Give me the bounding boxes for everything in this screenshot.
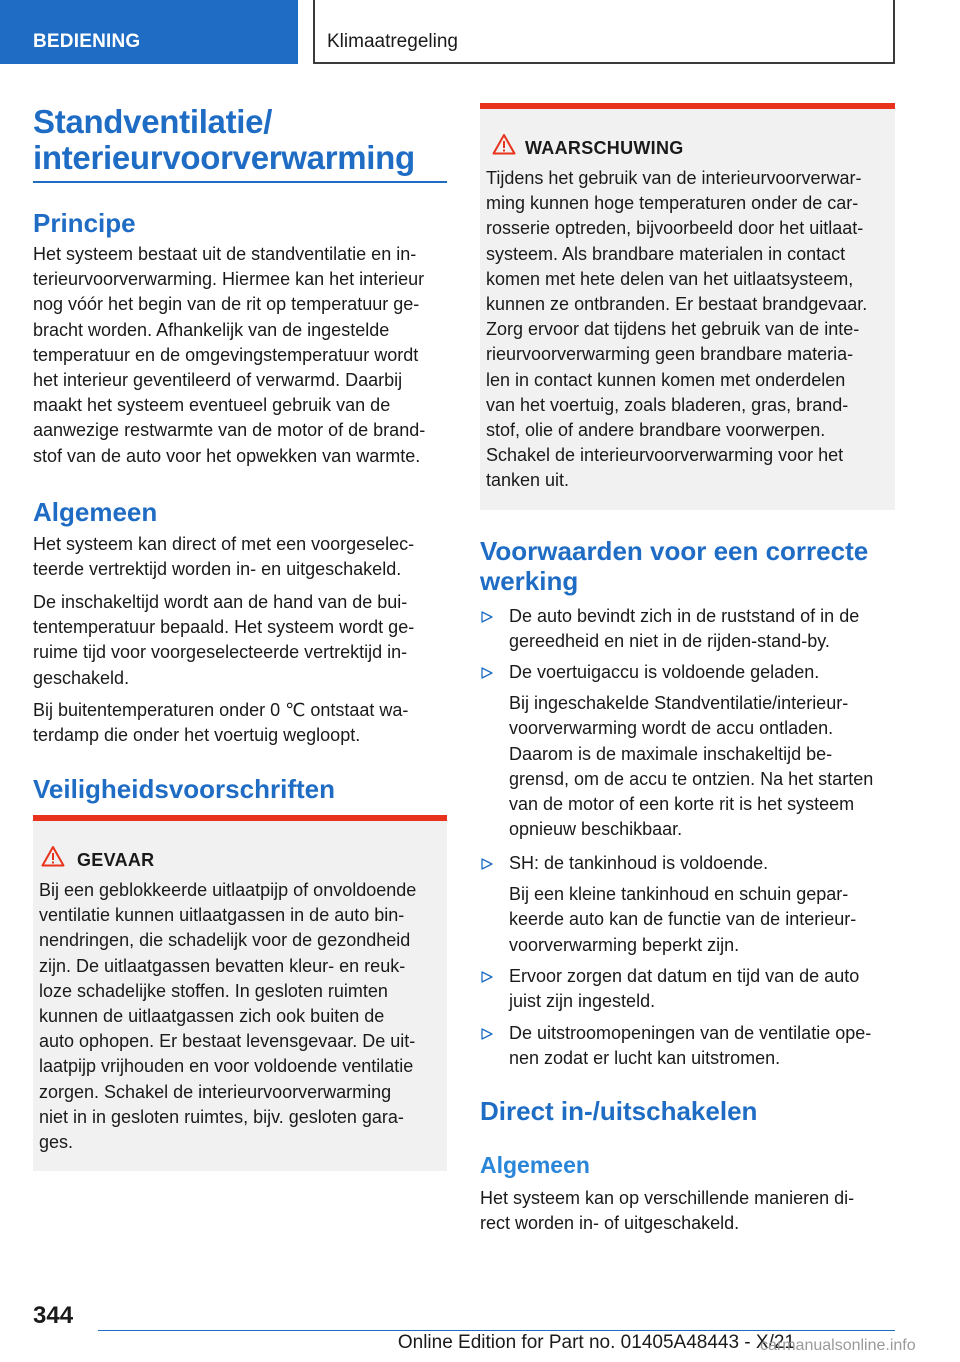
section-tab: BEDIENING [0,0,298,64]
chapter-title: Klimaatregeling [313,0,895,64]
list-item-note-line: van de motor of een korte rit is het systeem [509,794,855,815]
text-line: De inschakeltijd wordt aan de hand van de bui- [33,592,408,612]
text-line: Schakel de interieurvoorverwarming voor het [486,445,844,466]
text-line: kunnen ze ontbranden. Er bestaat brandgevaar. [486,294,868,315]
list-item-line: De auto bevindt zich in de ruststand of in de [509,606,860,626]
text-line: bracht worden. Afhankelijk van de ingestelde [33,319,390,340]
list-item-note-line: voorverwarming wordt de accu ontladen. [509,718,834,739]
text-line: maakt het systeem eventueel gebruik van de [33,395,391,416]
text-line: nog vóór het begin van de rit op temperatuur ge- [33,294,420,315]
list-item-note-line: opnieuw beschikbaar. [509,819,683,840]
warning-title: WAARSCHUWING [525,138,684,158]
principe-text [33,242,453,469]
text-line: geschakeld. [33,667,130,688]
algemeen-text-3 [33,698,453,748]
warning-box [480,103,895,510]
voorwaarden-heading-line: werking [480,566,579,596]
list-bullet-icon [480,610,494,624]
title-divider [33,181,447,183]
text-line: Het systeem kan direct of met een voorgeselec- [33,534,415,554]
text-line: nendringen, die schadelijk voor de gezondheid [39,930,411,951]
veiligheid-heading: Veiligheidsvoorschriften [33,774,335,804]
list-item-line: gereedheid en niet in de rijden-stand-by. [509,631,830,652]
list-item-line: SH: de tankinhoud is voldoende. [509,853,769,873]
text-line: loze schadelijke stoffen. In gesloten ruimten [39,980,388,1001]
direct-text [480,1186,900,1236]
text-line: ventilatie kunnen uitlaatgassen in de auto bin- [39,905,405,926]
text-line: tanken uit. [486,470,570,491]
text-line: komen met hete delen van het uitlaatsysteem, [486,268,854,289]
list-bullet-icon [480,857,494,871]
text-line: Bij buitentemperaturen onder 0 ℃ ontstaat wa- [33,700,409,720]
list-item [509,660,899,842]
list-bullet-icon [480,970,494,984]
list-item-note-line: voorverwarming beperkt zijn. [509,934,740,955]
danger-text [39,878,451,1155]
text-line: temperatuur en de omgevingstemperatuur wordt [33,344,419,365]
principe-heading: Principe [33,208,136,238]
text-line: terieurvoorverwarming. Hiermee kan het interieur [33,269,425,290]
danger-box [33,815,447,1171]
voorwaarden-heading [480,536,900,596]
warning-triangle-icon [492,133,516,155]
list-item-note-line: grensd, om de accu te ontzien. Na het starten [509,768,874,789]
list-item-note-line: Bij een kleine tankinhoud en schuin gepar- [509,884,849,905]
text-line: ming kunnen hoge temperaturen onder de car- [486,193,859,214]
list-item [509,1021,899,1071]
text-line: Zorg ervoor dat tijdens het gebruik van de inte- [486,319,860,340]
danger-title: GEVAAR [77,850,155,870]
direct-subheading: Algemeen [480,1152,590,1178]
list-item-note-line: Daarom is de maximale inschakeltijd be- [509,743,833,764]
text-line: tentemperatuur bepaald. Het systeem wordt ge- [33,617,415,638]
text-line: het interieur geventileerd of verwarmd. Daarbij [33,370,403,391]
text-line: Tijdens het gebruik van de interieurvoorverwar- [486,168,862,188]
text-line: ges. [39,1132,74,1153]
text-line: rieurvoorverwarming geen brandbare materia- [486,344,854,365]
page-title-line: interieurvoorverwarming [33,139,415,176]
warning-text [486,166,898,494]
warning-triangle-icon [41,845,65,867]
text-line: stof van de auto voor het opwekken van warmte. [33,445,421,466]
text-line: systeem. Als brandbare materialen in contact [486,243,846,264]
list-item-line: Ervoor zorgen dat datum en tijd van de auto [509,966,860,986]
text-line: Bij een geblokkeerde uitlaatpijp of onvoldoende [39,880,417,900]
watermark: carmanualsonline.info [760,1337,916,1354]
list-item-line: nen zodat er lucht kan uitstromen. [509,1048,781,1069]
text-line: zorgen. Schakel de interieurvoorverwarming [39,1081,392,1102]
text-line: laatpijp vrijhouden en voor voldoende ventilatie [39,1056,414,1077]
list-item-line: De voertuigaccu is voldoende geladen. [509,662,820,682]
text-line: auto ophopen. Er bestaat levensgevaar. De uit- [39,1031,416,1052]
text-line: Het systeem bestaat uit de standventilatie en in- [33,244,417,264]
algemeen-heading: Algemeen [33,497,158,527]
text-line: van het voertuig, zoals bladeren, gras, brand- [486,394,849,415]
voorwaarden-heading-line: Voorwaarden voor een correcte [480,536,869,566]
list-item [509,604,899,654]
text-line: len in contact kunnen komen met onderdelen [486,369,846,390]
text-line: terdamp die onder het voertuig wegloopt. [33,725,361,746]
list-item-line: De uitstroomopeningen van de ventilatie ope- [509,1023,872,1043]
text-line: zijn. De uitlaatgassen bevatten kleur- en reuk- [39,955,406,976]
list-item-note-line: keerde auto kan de functie van de interieur- [509,909,857,930]
text-line: ruime tijd voor voorgeselecteerde vertrektijd in- [33,642,408,663]
page-number: 344 [33,1302,74,1329]
list-item [509,851,899,958]
list-item [509,964,899,1014]
text-line: rect worden in- of uitgeschakeld. [480,1213,740,1234]
direct-heading: Direct in-/uitschakelen [480,1096,758,1126]
list-item-note-line: Bij ingeschakelde Standventilatie/interieur- [509,693,849,714]
algemeen-text-2 [33,590,453,691]
list-bullet-icon [480,666,494,680]
text-line: aanwezige restwarmte van de motor of de brand- [33,420,426,441]
text-line: niet in in gesloten ruimtes, bijv. gesloten gara- [39,1106,404,1127]
page-title [33,104,447,176]
text-line: rosserie optreden, bijvoorbeeld door het uitlaat- [486,218,864,239]
edition-text: Online Edition for Part no. 01405A48443 - X/21 [397,1332,795,1353]
text-line: teerde vertrektijd worden in- en uitgeschakeld. [33,559,402,580]
text-line: kunnen de uitlaatgassen zich ook buiten de [39,1006,385,1027]
text-line: Het systeem kan op verschillende manieren di- [480,1188,855,1208]
page-title-line: Standventilatie/ [33,103,273,140]
algemeen-text-1 [33,532,453,582]
text-line: stof, olie of andere brandbare voorwerpen. [486,420,826,441]
list-bullet-icon [480,1027,494,1041]
list-item-line: juist zijn ingesteld. [509,991,656,1012]
